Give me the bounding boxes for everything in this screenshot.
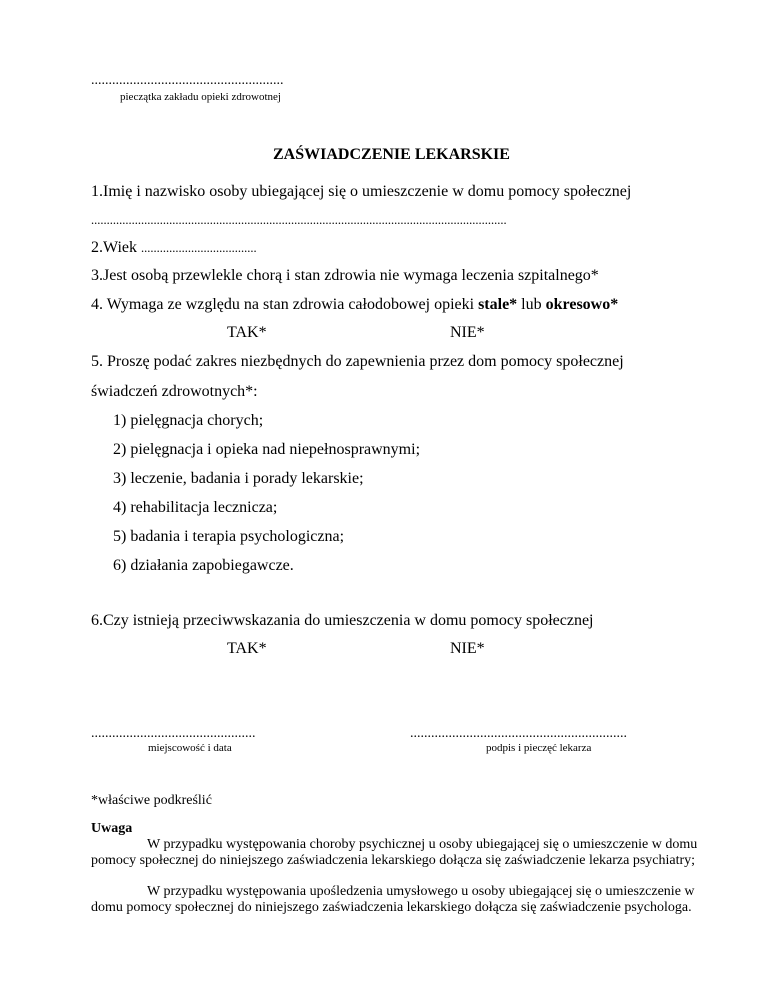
question-4-or: lub — [521, 296, 542, 313]
footnote: *właściwe podkreślić — [91, 793, 212, 808]
question-5: 5. Proszę podać zakres niezbędnych do zapewnienia przez dom pomocy społecznej — [91, 353, 624, 370]
q4-no-option: NIE* — [450, 324, 485, 341]
warning-heading: Uwaga — [91, 821, 133, 836]
warning-paragraph — [91, 884, 711, 915]
warning-paragraph — [91, 837, 711, 868]
place-date-label: miejscowość i data — [148, 742, 232, 754]
service-item: 2) pielęgnacja i opieka nad niepełnosprawnymi; — [113, 441, 421, 458]
question-3: 3.Jest osobą przewlekle chorą i stan zdrowia nie wymaga leczenia szpitalnego* — [91, 267, 599, 284]
q4-yes-option: TAK* — [227, 324, 267, 341]
stamp-line: ....................................................... — [91, 73, 284, 88]
document-title: ZAŚWIADCZENIE LEKARSKIE — [273, 146, 510, 163]
q6-no-option: NIE* — [450, 640, 485, 657]
question-4-prefix: 4. Wymaga ze względu na stan zdrowia całodobowej opieki — [91, 296, 475, 313]
service-item: 6) działania zapobiegawcze. — [113, 557, 294, 574]
signature-line: .............................................................. — [410, 726, 627, 741]
service-item: 1) pielęgnacja chorych; — [113, 412, 264, 429]
stamp-label: pieczątka zakładu opieki zdrowotnej — [120, 91, 281, 103]
question-1: 1.Imię i nazwisko osoby ubiegającej się o umieszczenie w domu pomocy społecznej — [91, 183, 632, 200]
question-2 — [91, 239, 257, 257]
warning-text-1: W przypadku występowania choroby psychicznej u osoby ubiegającej się o umieszczenie w domu pomocy społecznej do niniejszego zaświadczenia lekarskiego dołącza się zaświadczenie lekarza psychiatry; — [91, 837, 698, 868]
question-4 — [91, 296, 618, 314]
signature-label: podpis i pieczęć lekarza — [486, 742, 592, 754]
place-date-line: ............................................... — [91, 726, 256, 741]
warning-text-2: W przypadku występowania upośledzenia umysłowego u osoby ubiegającej się o umieszczenie w domu pomocy społecznej do niniejszego zaświadczenia lekarskiego dołącza się zaświadczenie psychologa. — [91, 884, 695, 915]
option-stale: stale* — [478, 296, 518, 313]
service-item: 4) rehabilitacja lecznicza; — [113, 499, 278, 516]
option-okresowo: okresowo* — [545, 296, 619, 313]
q6-yes-option: TAK* — [227, 640, 267, 657]
service-item: 3) leczenie, badania i porady lekarskie; — [113, 470, 364, 487]
age-label: 2.Wiek — [91, 239, 138, 256]
question-6: 6.Czy istnieją przeciwwskazania do umieszczenia w domu pomocy społecznej — [91, 612, 594, 629]
name-fill-line: ..................................................................................................................................... — [91, 213, 507, 227]
service-item: 5) badania i terapia psychologiczna; — [113, 528, 345, 545]
age-fill-line: ..................................... — [141, 241, 257, 255]
question-5-cont: świadczeń zdrowotnych*: — [91, 383, 258, 400]
